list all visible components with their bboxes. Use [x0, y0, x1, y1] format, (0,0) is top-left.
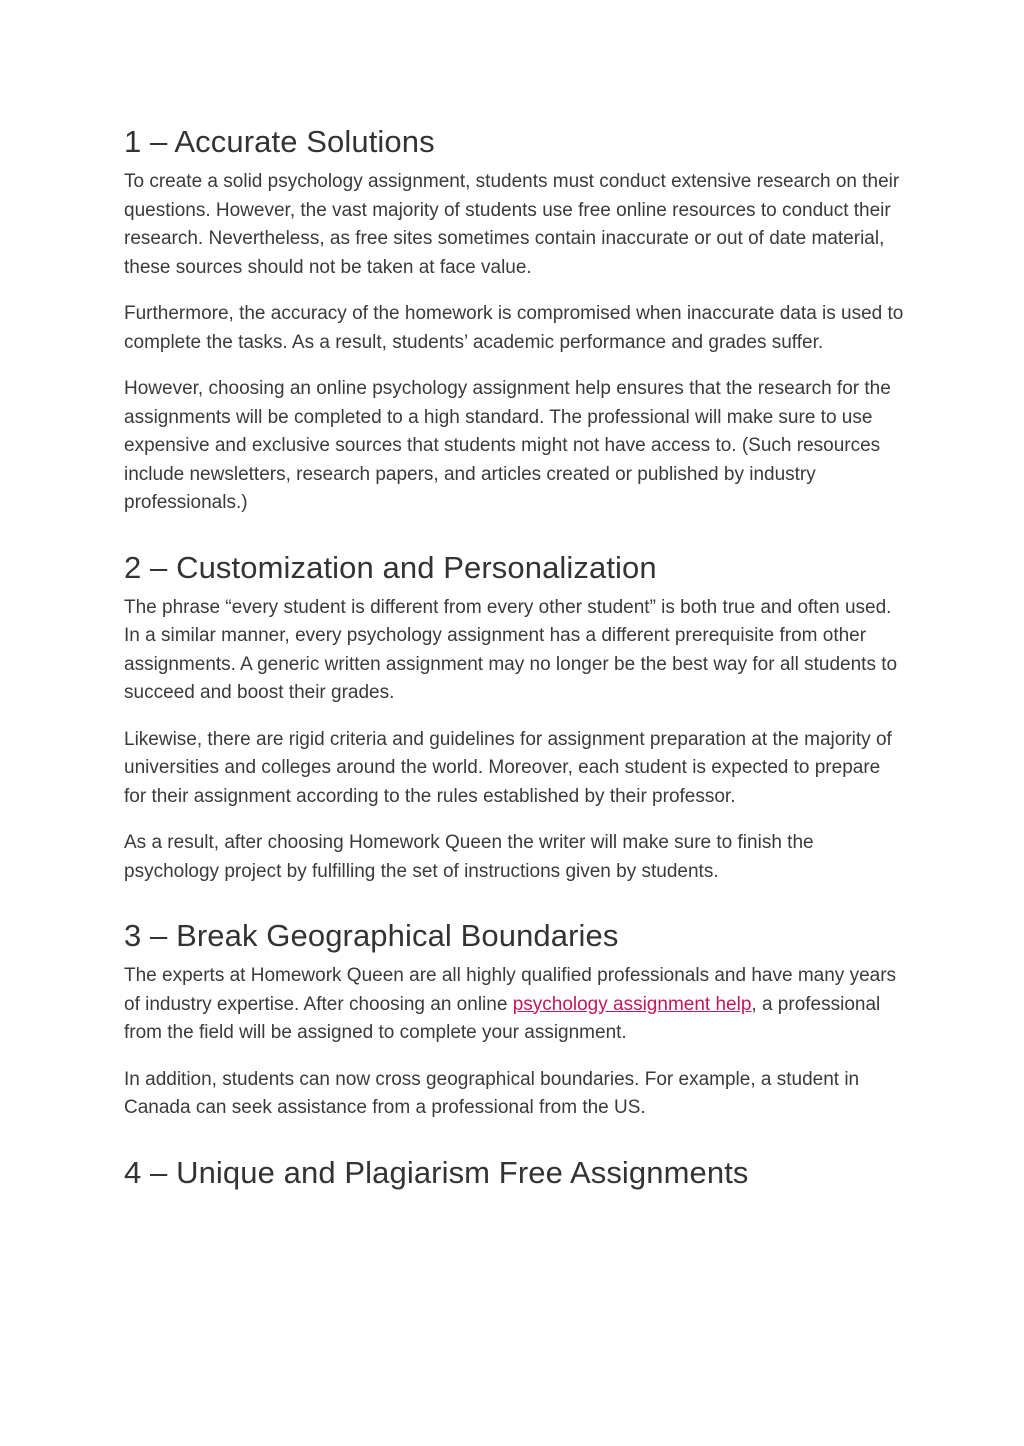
paragraph: In addition, students can now cross geographical boundaries. For example, a student in Canada can seek assistance from a professional from the US.	[124, 1068, 860, 1118]
section-geographical-boundaries	[124, 916, 904, 1123]
paragraph: The phrase “every student is different from every other student” is both true and often used. In a similar manner, every psychology assignment has a different prerequisite from other assignments. A generic written assignment may no longer be the best way for all students to succeed and boost their grades.	[124, 596, 898, 703]
paragraph-text: The experts at Homework Queen are all highly qualified professionals and have many years of industry expertise. After choosing an online	[124, 965, 897, 1015]
paragraph: Furthermore, the accuracy of the homework is compromised when inaccurate data is used to complete the tasks. As a result, students’ academic performance and grades suffer.	[124, 303, 904, 353]
psychology-assignment-help-link[interactable]: psychology assignment help	[512, 993, 752, 1015]
section-heading: 3 – Break Geographical Boundaries	[124, 918, 619, 953]
section-unique-plagiarism-free	[124, 1153, 904, 1193]
document-page	[124, 122, 904, 1223]
paragraph: However, choosing an online psychology assignment help ensures that the research for the assignments will be completed to a high standard. The professional will make sure to use expensive and exclusive sources that students might not have access to. (Such resources include newsletters, research papers, and articles created or published by industry professionals.)	[124, 378, 891, 513]
section-heading: 2 – Customization and Personalization	[124, 549, 657, 585]
paragraph: Likewise, there are rigid criteria and guidelines for assignment preparation at the majority of universities and colleges around the world. Moreover, each student is expected to prepare for their assignment according to the rules established by their professor.	[124, 728, 892, 807]
paragraph-text: , a professional from the field will be assigned to complete your assignment.	[124, 993, 881, 1043]
paragraph: As a result, after choosing Homework Queen the writer will make sure to finish the psychology project by fulfilling the set of instructions given by students.	[124, 832, 814, 882]
section-accurate-solutions	[124, 122, 904, 518]
section-customization	[124, 548, 904, 887]
paragraph-with-link	[124, 962, 904, 1048]
section-heading: 1 – Accurate Solutions	[124, 124, 435, 159]
paragraph: To create a solid psychology assignment, students must conduct extensive research on their questions. However, the vast majority of students use free online resources to conduct their research. Nevertheless, as free sites sometimes contain inaccurate or out of date material, these sources should not be taken at face value.	[124, 171, 900, 278]
section-heading: 4 – Unique and Plagiarism Free Assignments	[124, 1154, 749, 1190]
